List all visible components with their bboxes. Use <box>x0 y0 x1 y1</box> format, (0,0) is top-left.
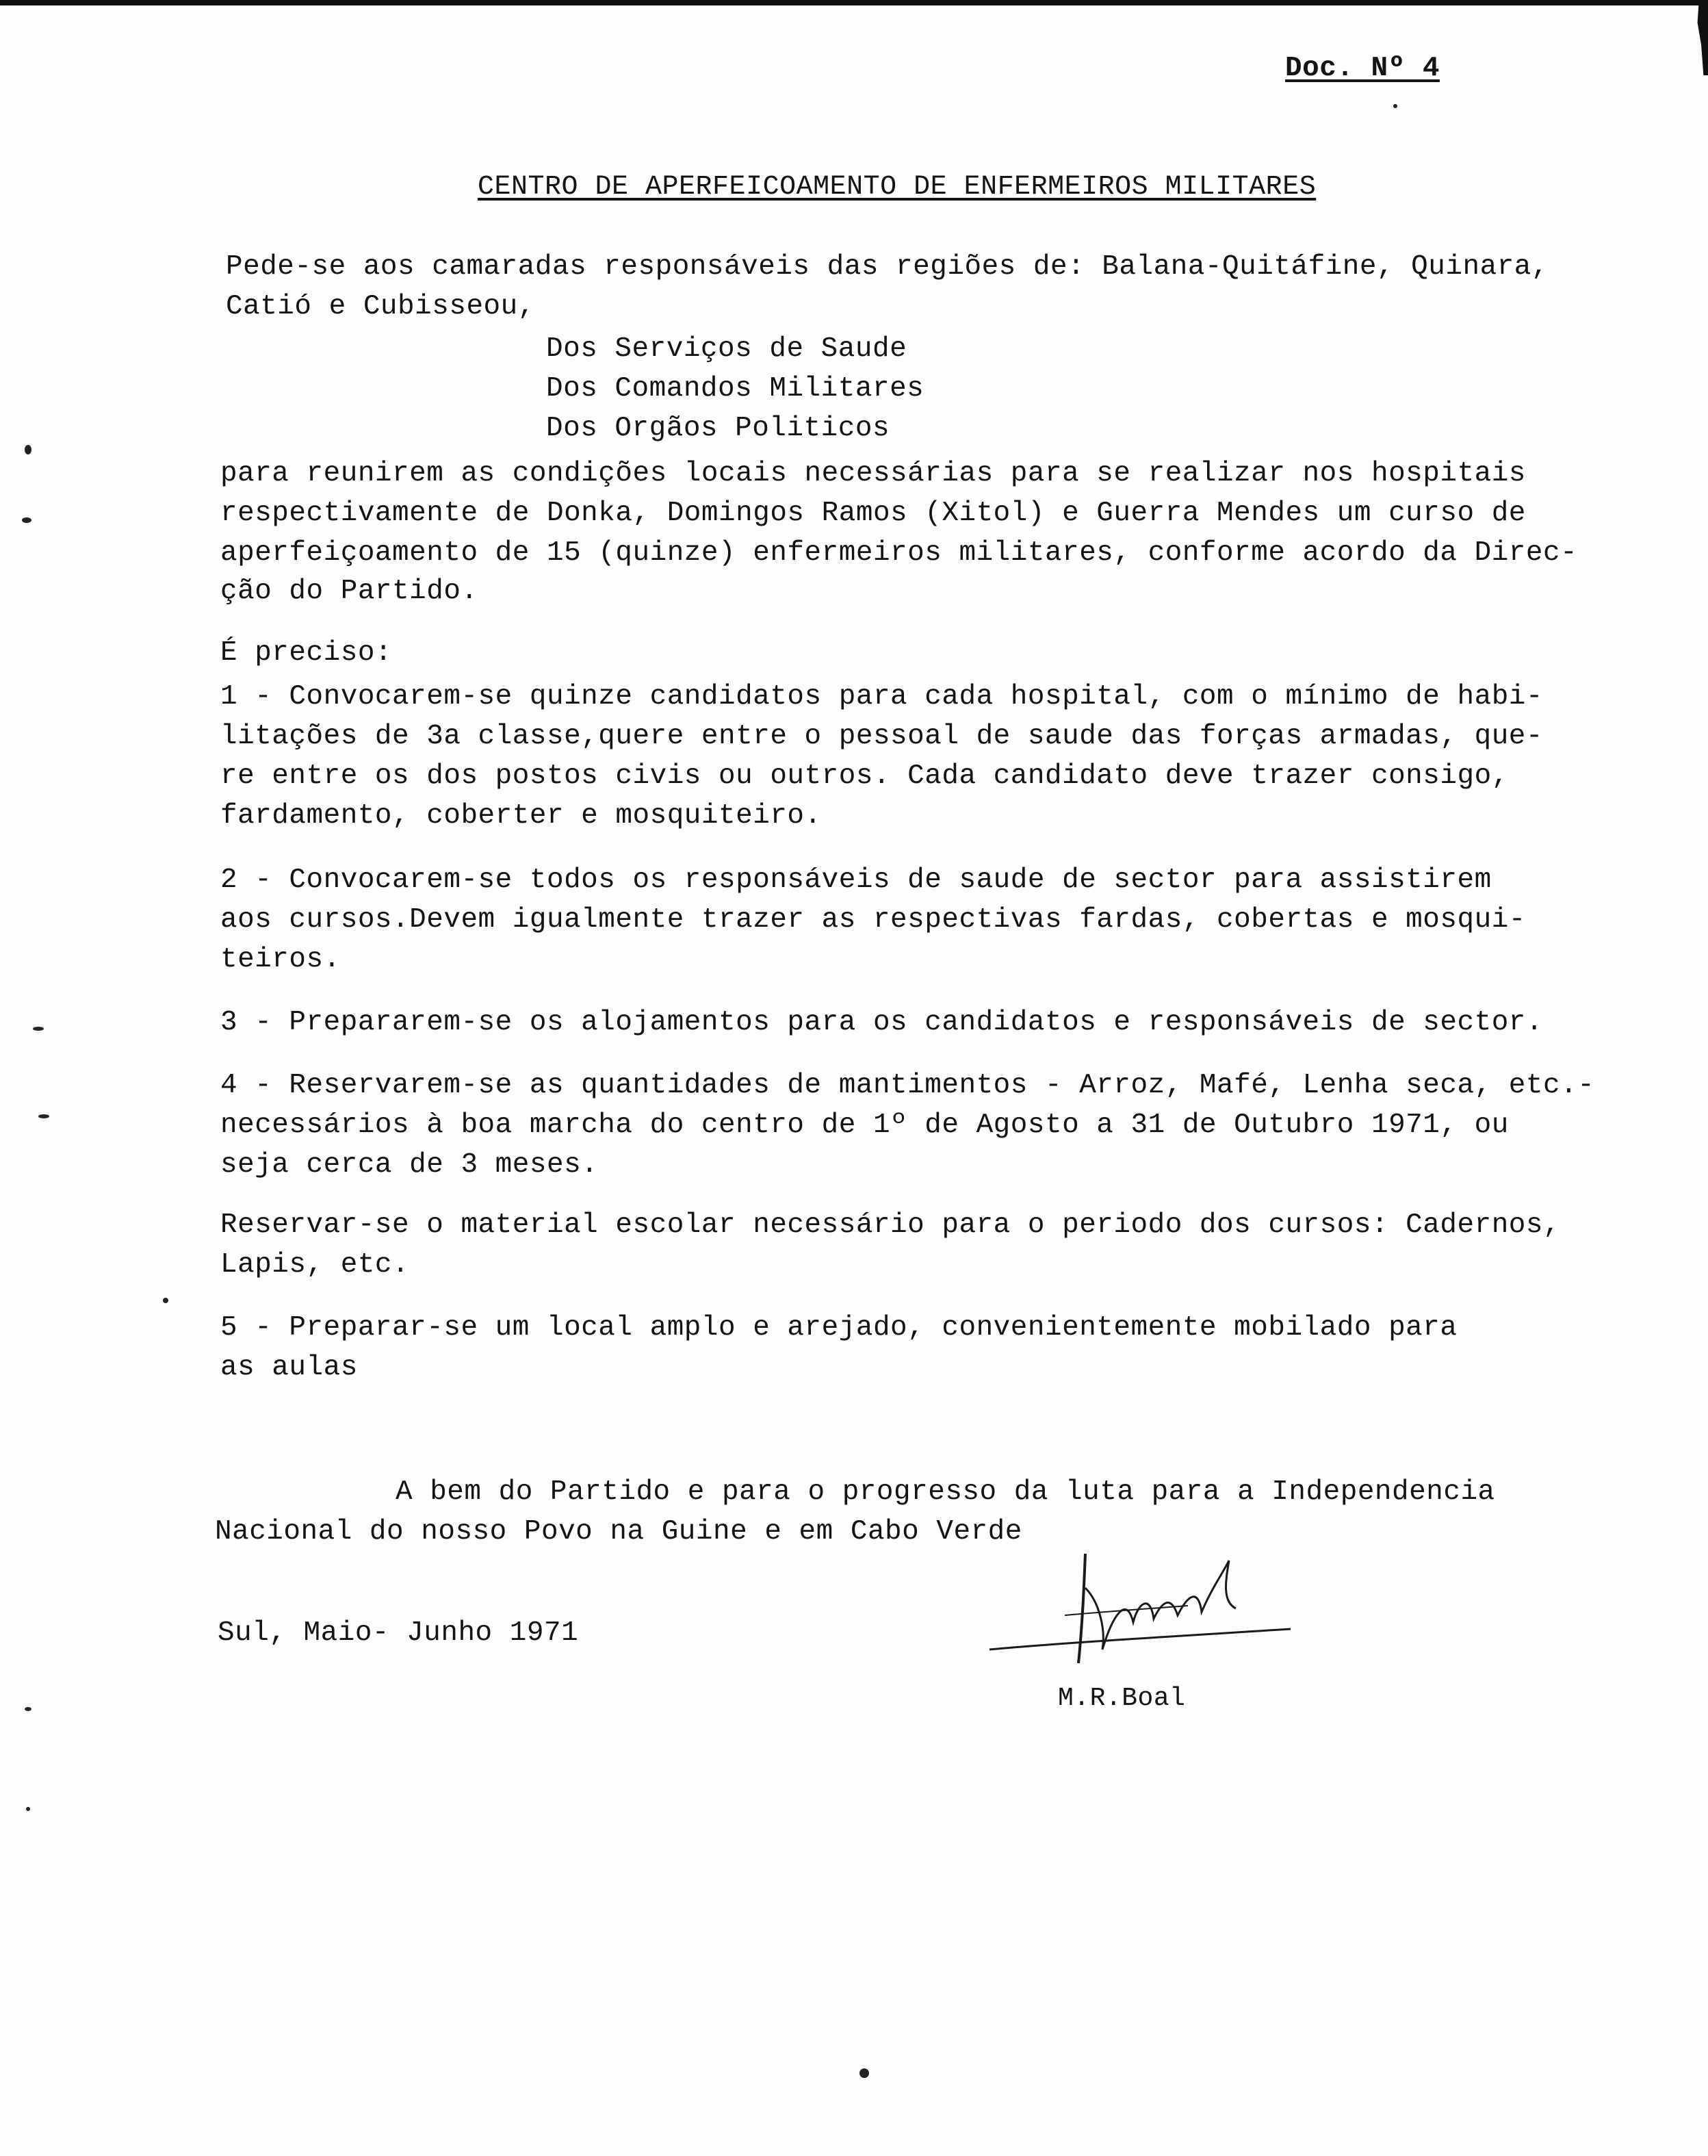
addressee-line: Dos Serviços de Saude <box>546 333 907 365</box>
purpose-line: para reunirem as condições locais necessárias para se realizar nos hospitais <box>220 458 1526 489</box>
closing-line: Nacional do nosso Povo na Guine e em Cabo Verde <box>215 1516 1022 1548</box>
intro-line: Catió e Cubisseou, <box>226 291 535 322</box>
scan-speck <box>163 1298 168 1303</box>
scan-speck <box>22 517 31 523</box>
scan-speck <box>38 1114 49 1118</box>
scan-speck <box>859 2068 869 2078</box>
scan-speck <box>25 445 31 454</box>
item-2-line: teiros. <box>220 944 341 975</box>
signature <box>983 1547 1297 1670</box>
closing-line: A bem do Partido e para o progresso da luta para a Independencia <box>396 1476 1495 1508</box>
scan-corner-mark <box>1693 0 1708 75</box>
purpose-line: aperfeiçoamento de 15 (quinze) enfermeiros militares, conforme acordo da Direc- <box>220 537 1578 569</box>
item-5-line: 5 - Preparar-se um local amplo e arejado, convenientemente mobilado para <box>220 1312 1458 1344</box>
place-date: Sul, Maio- Junho 1971 <box>218 1617 579 1649</box>
purpose-line: respectivamente de Donka, Domingos Ramos (Xitol) e Guerra Mendes um curso de <box>220 498 1526 529</box>
addressee-line: Dos Orgãos Politicos <box>546 413 890 444</box>
scan-top-edge <box>0 0 1708 5</box>
required-heading: É preciso: <box>220 637 393 669</box>
scan-speck <box>26 1807 30 1811</box>
item-1-line: 1 - Convocarem-se quinze candidatos para cada hospital, com o mínimo de habi- <box>220 681 1544 713</box>
intro-line: Pede-se aos camaradas responsáveis das regiões de: Balana-Quitáfine, Quinara, <box>226 251 1549 283</box>
item-2-line: 2 - Convocarem-se todos os responsáveis de saude de sector para assistirem <box>220 864 1492 896</box>
item-4-line: seja cerca de 3 meses. <box>220 1149 599 1181</box>
item-5-line: as aulas <box>220 1352 358 1383</box>
signatory-name: M.R.Boal <box>1058 1684 1186 1713</box>
item-1-line: litações de 3a classe,quere entre o pessoal de saude das forças armadas, que- <box>220 721 1544 752</box>
scan-speck <box>1393 104 1397 108</box>
item-2-line: aos cursos.Devem igualmente trazer as respectivas fardas, cobertas e mosqui- <box>220 904 1526 936</box>
item-3-line: 3 - Prepararem-se os alojamentos para os candidatos e responsáveis de sector. <box>220 1007 1544 1038</box>
scan-speck <box>33 1027 44 1031</box>
item-4-materials-line: Lapis, etc. <box>220 1249 410 1281</box>
document-number: Doc. Nº 4 <box>1285 53 1440 84</box>
item-4-line: necessários à boa marcha do centro de 1º de Agosto a 31 de Outubro 1971, ou <box>220 1109 1509 1141</box>
scan-speck <box>25 1707 31 1711</box>
item-1-line: re entre os dos postos civis ou outros. Cada candidato deve trazer consigo, <box>220 760 1509 792</box>
item-1-line: fardamento, coberter e mosquiteiro. <box>220 800 822 832</box>
item-4-line: 4 - Reservarem-se as quantidades de mantimentos - Arroz, Mafé, Lenha seca, etc.- <box>220 1070 1595 1101</box>
purpose-line: ção do Partido. <box>220 576 478 607</box>
item-4-materials-line: Reservar-se o material escolar necessário para o periodo dos cursos: Cadernos, <box>220 1209 1561 1241</box>
addressee-line: Dos Comandos Militares <box>546 373 924 405</box>
document-title: CENTRO DE APERFEICOAMENTO DE ENFERMEIROS MILITARES <box>478 172 1317 203</box>
